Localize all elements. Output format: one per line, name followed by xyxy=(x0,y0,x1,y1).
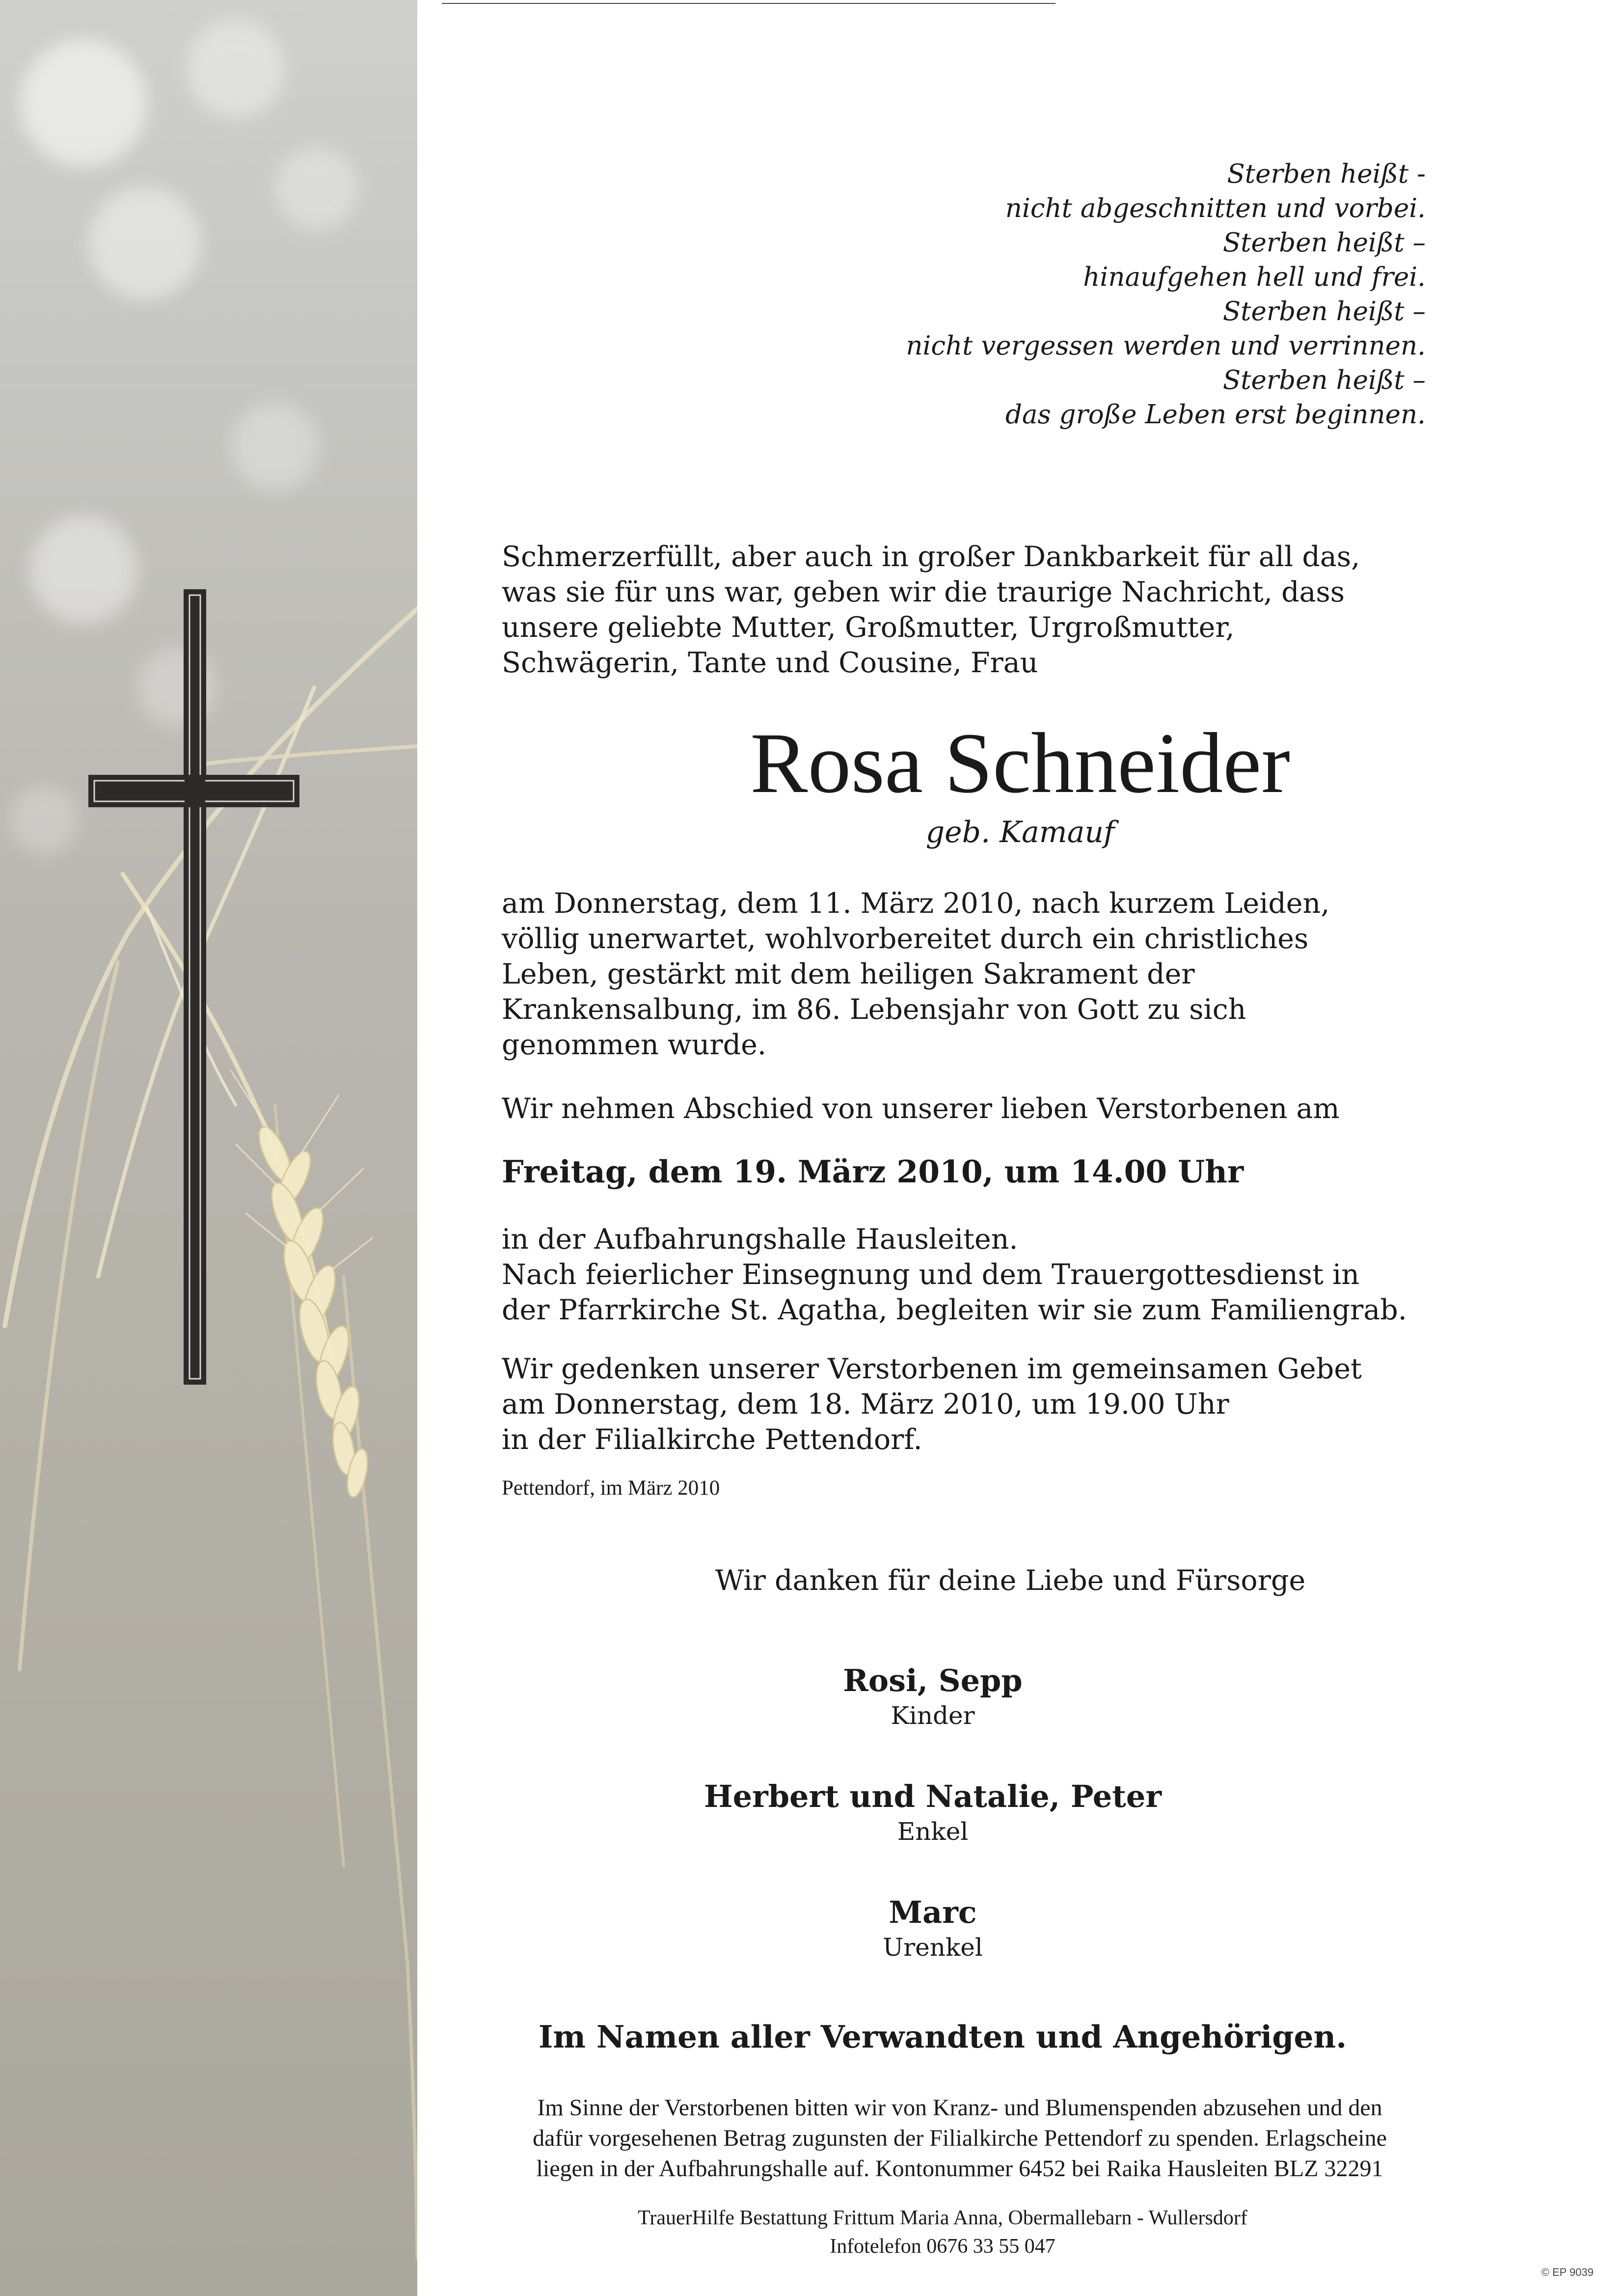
undertaker-phone: Infotelefon 0676 33 55 047 xyxy=(830,2235,1055,2258)
prayer-line: Wir gedenken unserer Verstorbenen im gemeinsamen Gebet xyxy=(502,1353,1362,1385)
thanks-text: Wir danken für deine Liebe und Fürsorge xyxy=(715,1564,1306,1597)
intro-line: unsere geliebte Mutter, Großmutter, Urgroßmutter, xyxy=(502,611,1235,644)
farewell-line: Wir nehmen Abschied von unserer lieben Verstorbenen am xyxy=(502,1093,1340,1125)
death-line: Krankensalbung, im 86. Lebensjahr von Gott zu sich xyxy=(502,993,1246,1026)
place-date: Pettendorf, im März 2010 xyxy=(502,1476,720,1500)
undertaker-info xyxy=(589,2204,1296,2261)
poem xyxy=(906,157,1426,432)
death-line: genommen wurde. xyxy=(502,1029,766,1061)
closing-line: Im Namen aller Verwandten und Angehörigen. xyxy=(538,2019,1347,2055)
farewell-intro xyxy=(502,1091,1484,1126)
family-role: Kinder xyxy=(891,1701,975,1730)
intro-paragraph xyxy=(502,539,1434,681)
venue-line: der Pfarrkirche St. Agatha, begleiten wir sie zum Familiengrab. xyxy=(502,1294,1407,1326)
thanks-line xyxy=(0,1563,1623,1598)
family-names: Herbert und Natalie, Peter xyxy=(704,1778,1162,1814)
undertaker-line: TrauerHilfe Bestattung Frittum Maria Anna, Obermallebarn - Wullersdorf xyxy=(638,2207,1247,2229)
family-group xyxy=(638,1893,1227,1963)
death-line: am Donnerstag, dem 11. März 2010, nach kurzem Leiden, xyxy=(502,887,1330,920)
maiden-name xyxy=(0,813,1623,852)
donation-line: liegen in der Aufbahrungshalle auf. Kontonummer 6452 bei Raika Hausleiten BLZ 32291 xyxy=(536,2156,1383,2182)
death-line: Leben, gestärkt mit dem heiligen Sakrament der xyxy=(502,958,1195,990)
cross-icon xyxy=(88,589,299,1385)
donation-line: Im Sinne der Verstorbenen bitten wir von Kranz- und Blumenspenden abzusehen und den xyxy=(537,2095,1382,2121)
poem-line: das große Leben erst beginnen. xyxy=(1005,400,1426,430)
poem-line: Sterben heißt – xyxy=(1222,228,1426,258)
deceased-name: Rosa Schneider xyxy=(750,715,1290,811)
poem-line: Sterben heißt - xyxy=(1227,159,1426,189)
family-names: Marc xyxy=(889,1894,977,1930)
donation-line: dafür vorgesehenen Betrag zugunsten der Filialkirche Pettendorf zu spenden. Erlagscheine xyxy=(533,2125,1387,2151)
venue-paragraph xyxy=(502,1222,1484,1328)
intro-line: Schwägerin, Tante und Cousine, Frau xyxy=(502,647,1038,679)
family-role: Urenkel xyxy=(883,1933,983,1962)
poem-line: Sterben heißt – xyxy=(1222,365,1426,395)
family-group xyxy=(638,1777,1227,1847)
wheat-and-cross-illustration xyxy=(0,0,417,2296)
intro-line: was sie für uns war, geben wir die traurige Nachricht, dass xyxy=(502,576,1345,608)
print-code: © EP 9039 xyxy=(1541,2266,1594,2278)
family-group xyxy=(638,1662,1227,1731)
prayer-paragraph xyxy=(502,1351,1484,1457)
family-names: Rosi, Sepp xyxy=(843,1663,1023,1698)
poem-line: Sterben heißt – xyxy=(1222,297,1426,327)
poem-line: nicht vergessen werden und verrinnen. xyxy=(906,331,1426,361)
death-line: völlig unerwartet, wohlvorbereitet durch ein christliches xyxy=(502,923,1309,955)
poem-line: nicht abgeschnitten und vorbei. xyxy=(1005,193,1426,223)
photo-panel xyxy=(0,0,417,2296)
venue-line: Nach feierlicher Einsegnung und dem Trauergottesdienst in xyxy=(502,1258,1359,1291)
top-edge-line xyxy=(442,3,1055,4)
donation-notice xyxy=(432,2093,1488,2184)
prayer-line: am Donnerstag, dem 18. März 2010, um 19.00 Uhr xyxy=(502,1388,1229,1421)
intro-line: Schmerzerfüllt, aber auch in großer Dankbarkeit für all das, xyxy=(502,541,1360,573)
venue-line: in der Aufbahrungshalle Hausleiten. xyxy=(502,1223,1018,1256)
family-role: Enkel xyxy=(897,1817,969,1846)
maiden-name-text: geb. Kamauf xyxy=(925,815,1115,849)
prayer-line: in der Filialkirche Pettendorf. xyxy=(502,1423,922,1456)
death-paragraph xyxy=(502,886,1484,1063)
funeral-date: Freitag, dem 19. März 2010, um 14.00 Uhr xyxy=(502,1153,1244,1190)
poem-line: hinaufgehen hell und frei. xyxy=(1083,262,1426,292)
wheat-stalks xyxy=(5,609,417,2259)
